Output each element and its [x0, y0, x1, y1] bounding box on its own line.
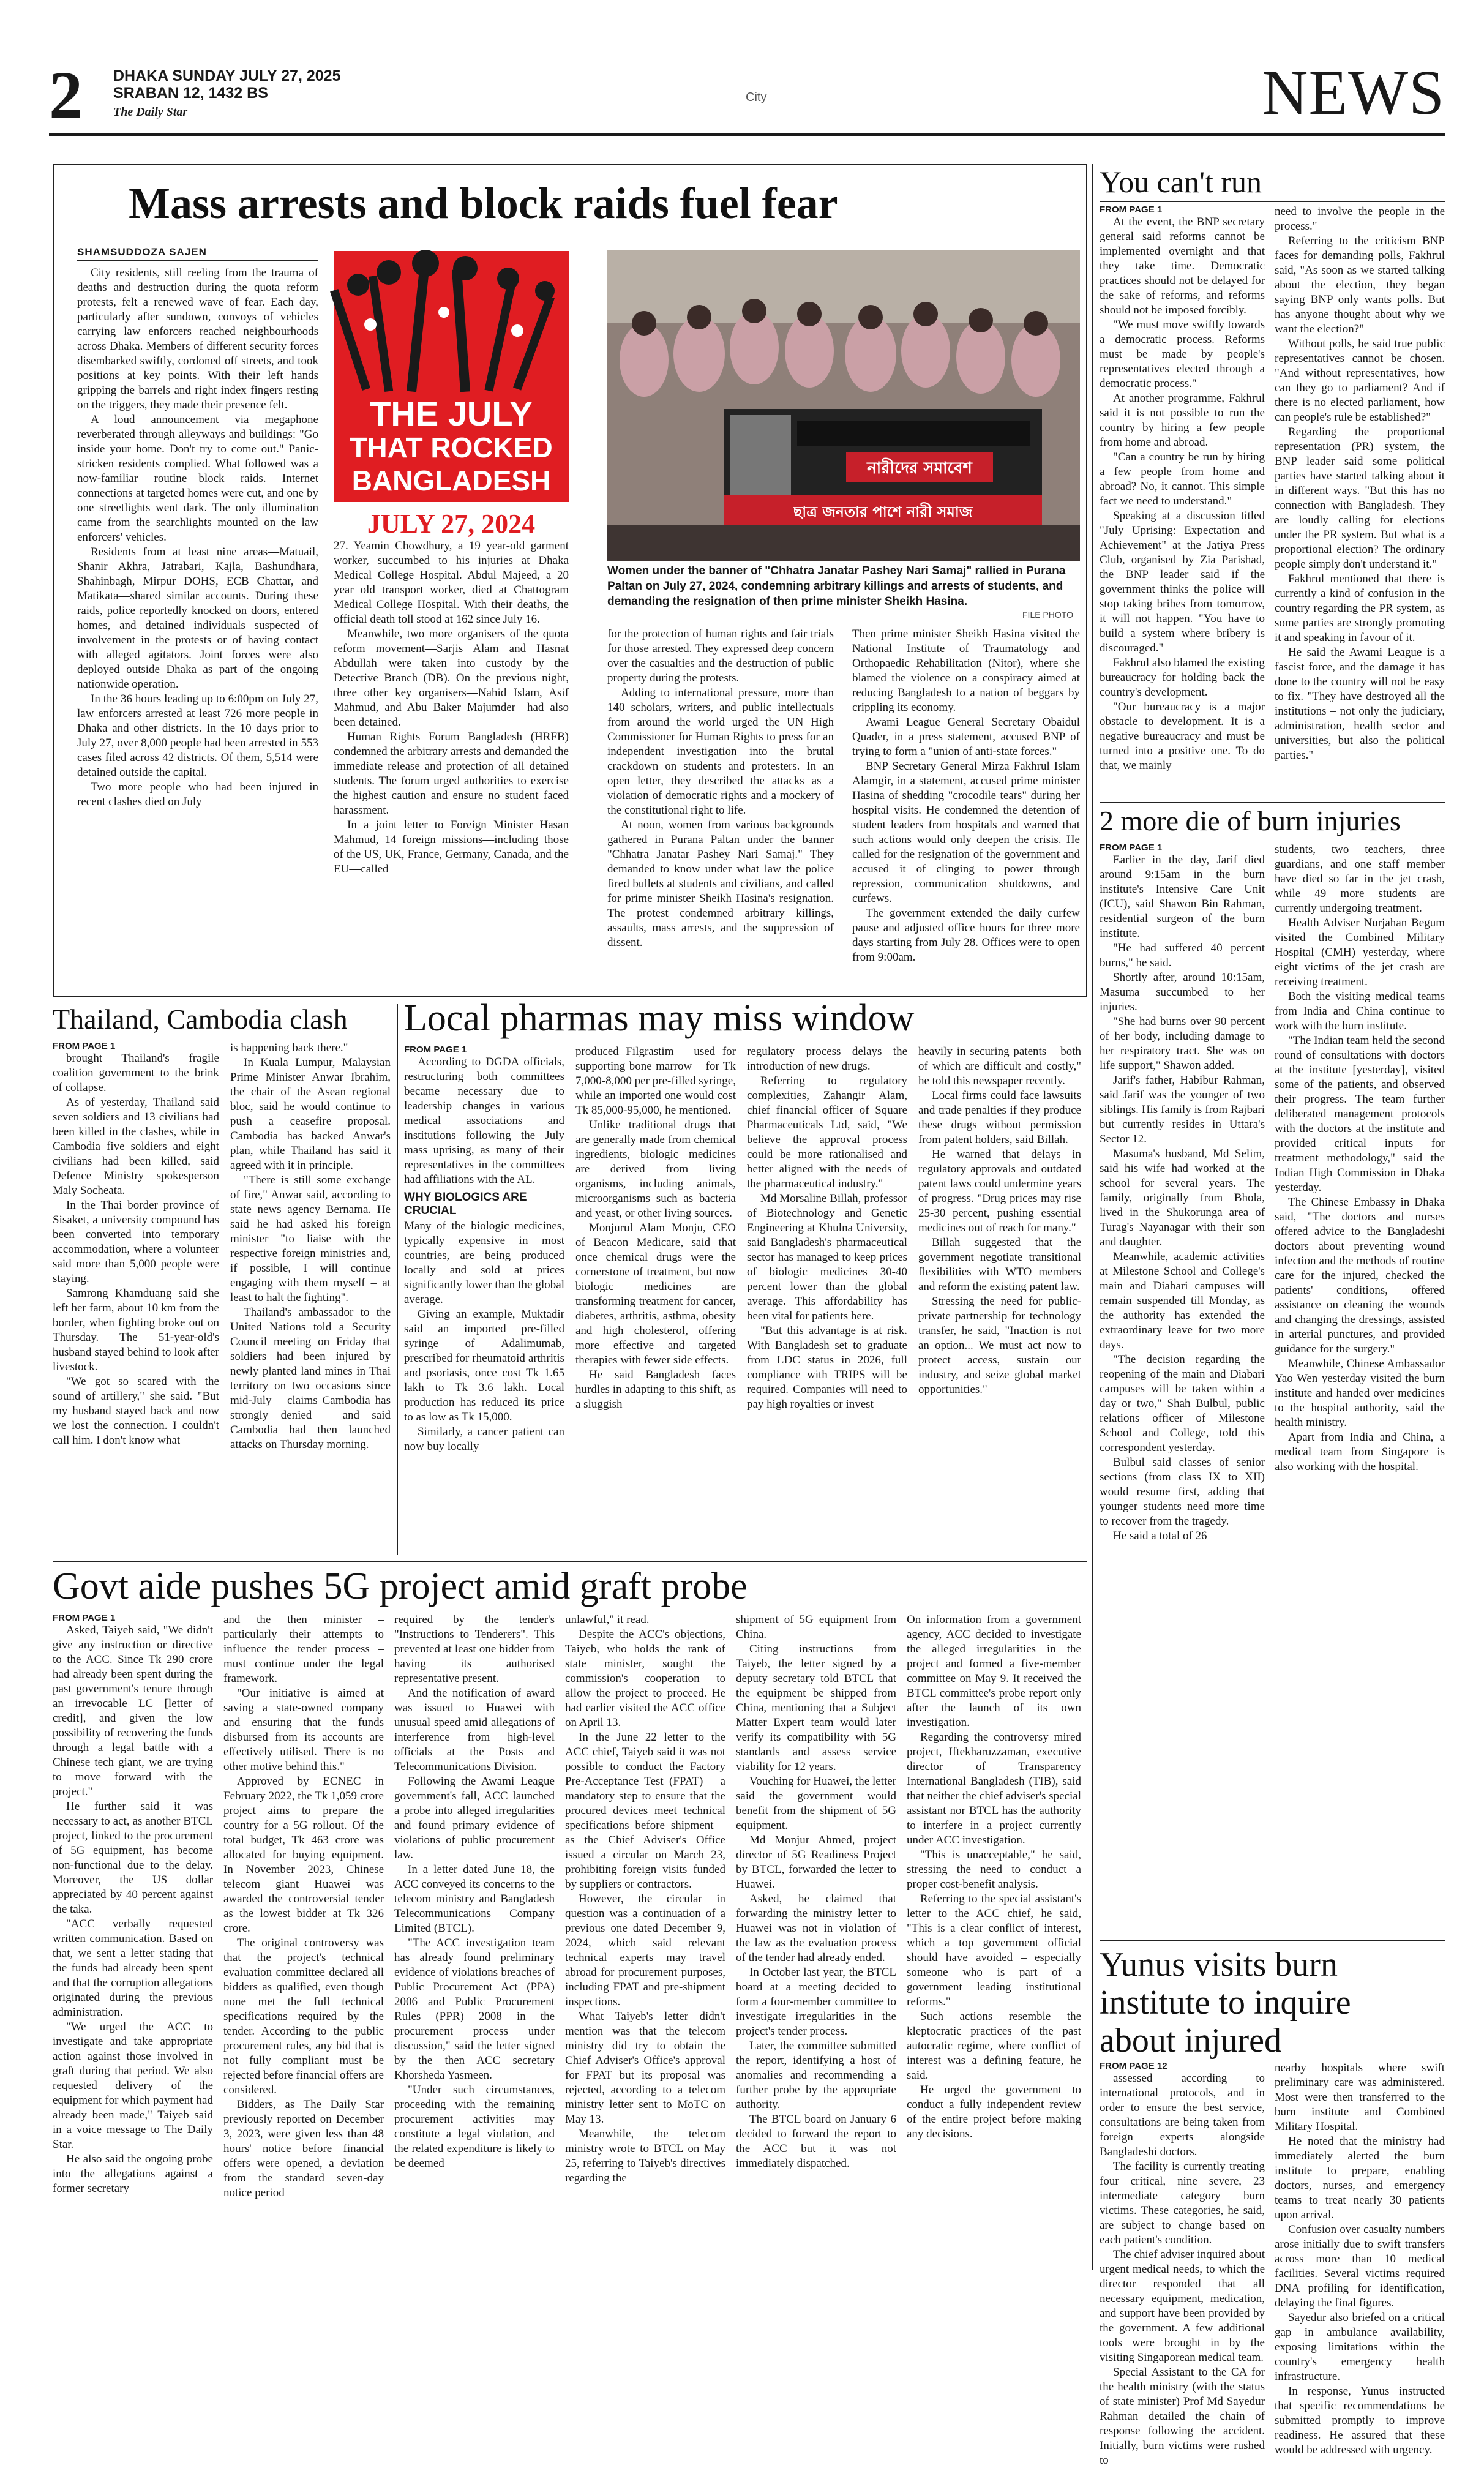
paragraph: Meanwhile, Chinese Ambassador Yao Wen yesterday visited the burn institute and handed over medicines to the hospital authority, said the health ministry.: [1275, 1357, 1445, 1429]
paragraph: Sayedur also briefed on a critical gap in ambulance availability, exposing limitations within the country's emergency health infrastructure.: [1275, 2311, 1445, 2383]
paragraph: "We got so scared with the sound of artillery," she said. "But my husband stayed back and now we lost the connection. I couldn't call him. I don't know what: [53, 1375, 219, 1447]
paragraph: Then prime minister Sheikh Hasina visited the National Institute of Traumatology and Orthopaedic Rehabilitation (Nitor), where she blamed the violence on a conspiracy aimed at reducing Bangladesh to a nation of beggars by crippling its economy.: [852, 628, 1080, 714]
paragraph: At noon, women from various backgrounds gathered in Purana Paltan under the banner "Chhatra Janatar Pashey Nari Samaj." They demanded to know under what law the police fired bullets at students and civilians, and called for prime minister Sheikh Hasina's resignation. The protest condemned arbitrary killings, assaults, mass arrests, and the suppression of dissent.: [607, 819, 834, 949]
cant-run-headline: You can't run: [1100, 165, 1262, 199]
cant-run-rule: [1100, 201, 1445, 202]
paragraph: Special Assistant to the CA for the health ministry (with the status of state minister) Prof Md Sayedur Rahman detailed the chain of response following the accident. Initially, burn victims were rushed to: [1100, 2366, 1265, 2467]
paragraph: "This is unacceptable," he said, stressing the need to conduct a proper cost-benefit analysis.: [907, 1848, 1081, 1891]
paragraph: Bidders, as The Daily Star previously reported on December 3, 2023, were given less than 48 hours' notice before financial offers were opened, a deviation from the standard seven-day notice period: [223, 2098, 384, 2199]
cant-run-column-2: [1275, 204, 1445, 795]
fiveg-column-1: [53, 1613, 213, 2266]
paragraph: Unlike traditional drugs that are generally made from chemical ingredients, biologic medicines are derived from living organisms, including animals, microorganisms such as bacteria and yeast, or other living sources.: [575, 1119, 736, 1220]
paragraph: Monjurul Alam Monju, CEO of Beacon Medicare, said that once chemical drugs were the cornerstone of treatment, but now biologic medicines are transforming treatment for cancer, diabetes, arthritis, asthma, obesity and high cholesterol, offering more effective and targeted therapies with fewer side effects.: [575, 1221, 736, 1367]
cant-run-text-1: [1100, 215, 1265, 790]
fiveg-column-4: [565, 1613, 725, 2268]
paragraph: At another programme, Fakhrul said it is not possible to run the country by hiring a few people from home and abroad.: [1100, 392, 1265, 449]
pharma-headline: Local pharmas may miss window: [404, 997, 915, 1039]
paragraph: A loud announcement via megaphone reverberated through alleyways and buildings: "Go inside your home. Don't try to come out." Panic-stricken residents complied. What followed was a now-familiar routine—block raids. Internet connections at targeted homes were cut, and one by one streetlights went dark. The only illumination came from the searchlights mounted on the law enforcers' vehicles.: [77, 413, 318, 544]
paragraph: shipment of 5G equipment from China.: [736, 1613, 896, 1641]
paragraph: "There is still some exchange of fire," Anwar said, according to state news agency Bernama. He said he had asked his foreign minister "to liaise with the respective foreign ministries and, if possible, I will continue engaging with them myself – at least to halt the fighting".: [230, 1174, 391, 1304]
pharma-column-1: [404, 1045, 564, 1550]
burn-column-1: [1100, 842, 1265, 1930]
dateline-bangla: SRABAN 12, 1432 BS: [113, 84, 268, 102]
paragraph: "But this advantage is at risk. With Bangladesh set to graduate from LDC status in 2026, full compliance with TRIPS will be required. Companies will need to pay high royalties or invest: [747, 1324, 907, 1411]
burn-column-2: [1275, 842, 1445, 1936]
paragraph: According to DGDA officials, restructuring both committees became necessary due to leadership changes in various medical associations and institutions following the July mass uprising, as many of their representatives in the committees had affiliations with the AL.: [404, 1056, 564, 1186]
paragraph: In Kuala Lumpur, Malaysian Prime Minister Anwar Ibrahim, the chair of the Asean regional bloc, said he would continue to push a ceasefire proposal. Cambodia has backed Anwar's plan, while Thailand has said it agreed with it in principle.: [230, 1056, 391, 1172]
paragraph: Meanwhile, the telecom ministry wrote to BTCL on May 25, referring to Taiyeb's directives regarding the: [565, 2128, 725, 2185]
banner-text-main: নারীদের সমাবেশ: [867, 459, 972, 478]
paragraph: unlawful," it read.: [565, 1613, 650, 1626]
lead-column-3: [607, 627, 834, 988]
paragraph: Asked, he claimed that forwarding the ministry letter to Huawei was not in violation of the law as the evaluation process of the tender had already ended.: [736, 1892, 896, 1964]
paragraph: regulatory process delays the introduction of new drugs.: [747, 1045, 907, 1073]
paragraph: Earlier in the day, Jarif died around 9:15am in the burn institute's Intensive Care Unit (ICU), said Shawon Bin Rahman, residential surgeon of the burn institute.: [1100, 853, 1265, 940]
thailand-column-2: [230, 1041, 391, 1555]
photo-credit: FILE PHOTO: [1022, 610, 1073, 620]
paragraph: 27. Yeamin Chowdhury, a 19 year-old garment worker, succumbed to his injuries at Dhaka Medical College Hospital. Abdul Majeed, a 20 year old transport worker, died at Chattogram Medical College Hospital. With their deaths, the official death toll stood at 162 since July 16.: [334, 539, 569, 626]
paragraph: Meanwhile, two more organisers of the quota reform movement—Sarjis Alam and Hasnat Abdullah—were taken into custody by the Detective Branch (DB). On the previous night, three other key organisers—Nahid Islam, Asif Mahmud, and Abu Baker Majumder—had also been detained.: [334, 628, 569, 729]
paragraph: Thailand's ambassador to the United Nations told a Security Council meeting on Friday that soldiers had been injured by newly planted land mines in Thai territory on two occasions since mid-July – claims Cambodia has strongly denied – and said Cambodia had then launched attacks on Thursday morning.: [230, 1306, 391, 1451]
paragraph: He warned that delays in regulatory approvals and outdated patent laws could undermine years of progress. "Drug prices may rise 25-30 percent, pushing essential medicines out of reach for many.": [918, 1148, 1081, 1234]
paragraph: "The Indian team held the second round of consultations with doctors at the institute [yesterday], visited some of the patients, and observed their progress. The team further deliberated management protocols with the doctors at the institute and provided critical inputs for treatment methodology," said the Indian High Commission in Dhaka yesterday.: [1275, 1034, 1445, 1194]
paragraph: Asked, Taiyeb said, "We didn't give any instruction or directive to the ACC. Since Tk 290 crore had already been spent during the past government's tenure through an irrevocable LC [letter of credit], and given the low possibility of recovering the funds through a legal battle with a Chinese tech giant, we are trying to move forward with the project.": [53, 1624, 213, 1798]
date-line: [113, 67, 340, 102]
paragraph: produced Filgrastim – used for supporting bone marrow – for Tk 7,000-8,000 per pre-filled syringe, while an imported one would cost Tk 85,000-95,000, he mentioned.: [575, 1045, 736, 1117]
lead-column-2: [334, 539, 569, 989]
paragraph: Fakhrul also blamed the existing bureaucracy for holding back the country's development.: [1100, 656, 1265, 699]
paragraph: In a letter dated June 18, the ACC conveyed its concerns to the telecom ministry and Bangladesh Telecommunications Company Limited (BTCL).: [394, 1863, 555, 1935]
yunus-column-2: [1275, 2061, 1445, 2456]
paragraph: He also said the ongoing probe into the allegations against a former secretary: [53, 2153, 213, 2195]
lead-column-4: [852, 627, 1080, 988]
paragraph: In the June 22 letter to the ACC chief, Taiyeb said it was not possible to conduct the Factory Pre-Acceptance Test (FPAT) – a mandatory step to ensure that the procured devices meet technical specifications before shipment – as the Chief Adviser's Office issued a circular on March 23, prohibiting foreign visits funded by suppliers or contractors.: [565, 1731, 725, 1891]
paragraph: At the event, the BNP secretary general said reforms cannot be implemented overnight and that they take time. Democratic practices should not be delayed for the sake of reforms, and reforms should not be imposed forcibly.: [1100, 216, 1265, 317]
paragraph: need to involve the people in the process.": [1275, 205, 1445, 233]
paragraph: Regarding the controversy mired project, Iftekharuzzaman, executive director of Transparency International Bangladesh (TIB), said that neither the chief adviser's special assistant nor BTCL has the authority to interfere in a project currently under ACC investigation.: [907, 1731, 1081, 1847]
paragraph: Referring to the criticism BNP faces for demanding polls, Fakhrul said, "As soon as we started talking about the election, they began saying BNP only wants polls. But has anyone thought about why we want the election?": [1275, 234, 1445, 336]
protest-illustration: [334, 251, 569, 392]
paragraph: In a joint letter to Foreign Minister Hasan Mahmud, 14 foreign missions—including those of the US, UK, France, Germany, Canada, and the EU—called: [334, 819, 569, 876]
yunus-headline: Yunus visits burn institute to inquire about injured: [1100, 1946, 1351, 2060]
paragraph: Md Morsaline Billah, professor of Biotechnology and Genetic Engineering at Khulna University, said Bangladesh's pharmaceutical sector has managed to keep prices of biologic medicines 30-40 percent lower than the global average. This affordability has been vital for patients here.: [747, 1192, 907, 1322]
paragraph: "We must move swiftly towards a democratic process. Reforms must be made by people's representatives elected through a democratic process.": [1100, 318, 1265, 390]
thailand-headline: Thailand, Cambodia clash: [53, 1003, 348, 1035]
paragraph: The original controversy was that the project's technical evaluation committee declared all bidders as qualified, even though none met the full technical specifications required by the tender. According to the public procurement rules, any bid that is not fully compliant must be rejected before financial offers are considered.: [223, 1937, 384, 2096]
paragraph: "She had burns over 90 percent of her body, including damage to her respiratory tract. She was on life support," Shawon added.: [1100, 1015, 1265, 1072]
paragraph: He said the Awami League is a fascist force, and the damage it has done to the country will not be easy to fix. "They have destroyed all the institutions – not only the judiciary, administration, health sector and universities, but also the political parties.": [1275, 646, 1445, 762]
paragraph: In October last year, the BTCL board at a meeting decided to form a four-member committee to investigate irregularities in the project's tender process.: [736, 1966, 896, 2038]
pharma-subhead: WHY BIOLOGICS ARE CRUCIAL: [404, 1191, 527, 1217]
pharma-column-4: [918, 1045, 1081, 1553]
section-title-news: NEWS: [1262, 58, 1445, 128]
yunus-column-1: [1100, 2061, 1265, 2467]
paragraph: Md Monjur Ahmed, project director of 5G Readiness Project by BTCL, forwarded the letter to Huawei.: [736, 1834, 896, 1891]
july-poster-graphic: [334, 251, 569, 502]
paragraph: "He had suffered 40 percent burns," he said.: [1100, 942, 1265, 969]
photo-caption: Women under the banner of "Chhatra Janatar Pashey Nari Samaj" rallied in Purana Paltan on July 27, 2024, condemning arbitrary killings and arrests of students, and demanding the resignation of then prime minister Sheikh Hasina.: [607, 564, 1066, 608]
fiveg-text-1: [53, 1623, 213, 2266]
paragraph: for the protection of human rights and fair trials for those arrested. They expressed deep concern over the casualties and the destruction of public property during the protests.: [607, 628, 834, 685]
masthead-rule: [49, 133, 1445, 136]
paragraph: "ACC verbally requested written communication. Based on that, we sent a letter stating that the funds had already been spent and that the corruption allegations originated during the previous administration.: [53, 1918, 213, 2019]
paragraph: Billah suggested that the government negotiate transitional flexibilities with WTO members and reform the existing patent law.: [918, 1236, 1081, 1293]
paragraph: He urged the government to conduct a fully independent review of the entire project before making any decisions.: [907, 2084, 1081, 2140]
paragraph: The BTCL board on January 6 decided to forward the report to the ACC but it was not immediately dispatched.: [736, 2113, 896, 2170]
paragraph: and the then minister – particularly their attempts to influence the tender process – must continue under the legal framework.: [223, 1613, 384, 1685]
pharma-column-2: [575, 1045, 736, 1553]
thailand-divider: [397, 1004, 398, 1555]
burn-text-1: [1100, 853, 1265, 1930]
pharma-text-1: [404, 1055, 564, 1187]
page-number: 2: [49, 58, 83, 132]
paragraph: nearby hospitals where swift preliminary care was administered. Most were then transferred to the burn institute and Combined Military Hospital.: [1275, 2061, 1445, 2133]
paragraph: Similarly, a cancer patient can now buy locally: [404, 1425, 564, 1453]
right-column-divider: [1092, 164, 1093, 2270]
paragraph: "We urged the ACC to investigate and take appropriate action against those involved in graft during that period. We also requested delivery of the equipment for which payment had already been made," Taiyeb said in a voice message to The Daily Star.: [53, 2020, 213, 2151]
poster-title-line-2: THAT ROCKED: [350, 432, 553, 463]
paragraph: Speaking at a discussion titled "July Uprising: Expectation and Achievement" at the Jatiya Press Club, organised by Zia Parishad, the BNP leader said if the government thinks the police will stop taking bribes from tomorrow, it will not happen. "You have to build a system where bribery is discouraged.": [1100, 509, 1265, 655]
paragraph: Despite the ACC's objections, Taiyeb, who holds the rank of state minister, sought the commission's cooperation to allow the project to proceed. He had earlier visited the ACC office on April 13.: [565, 1628, 725, 1729]
paragraph: Citing instructions from Taiyeb, the letter signed by a deputy secretary told BTCL that the equipment be shipped from China, mentioning that a Subject Matter Expert team would later verify its compatibility with 5G standards and assess service viability for 12 years.: [736, 1643, 896, 1773]
paragraph: BNP Secretary General Mirza Fakhrul Islam Alamgir, in a statement, accused prime minister Hasina of shedding "crocodile tears" during her hospital visits. He condemned the detention of student leaders from hospitals and warned that such actions would only deepen the crisis. He called for the resignation of the government and accused it of clinging to power through repression, communication shutdowns, and curfews.: [852, 760, 1080, 905]
paragraph: He further said it was necessary to act, as another BTCL project, linked to the procurement of 5G equipment, has become non-functional due to the delay. Moreover, the US dollar appreciated by 40 percent against the taka.: [53, 1800, 213, 1916]
paragraph: The Chinese Embassy in Dhaka said, "The doctors and nurses offered advice to the Bangladeshi doctors about preventing wound infection and the methods of routine care for the injured, checked the patients' conditions, offered assistance on cleaning the wounds and changing the dressings, assisted in arterial punctures, and provided guidance for the surgery.": [1275, 1196, 1445, 1356]
cant-run-column-1: [1100, 204, 1265, 790]
from-page-label: FROM PAGE 1: [53, 1613, 116, 1623]
paragraph: Fakhrul mentioned that there is currently a kind of confusion in the country regarding the PR system, as some parties are strongly promoting it and speaking in favour of it.: [1275, 572, 1445, 644]
paragraph: Both the visiting medical teams from India and China continue to work with the burn institute.: [1275, 990, 1445, 1032]
banner-text-bottom: ছাত্র জনতার পাশে নারী সমাজ: [793, 503, 973, 520]
paragraph: City residents, still reeling from the trauma of deaths and destruction during the quota reform protests, felt a renewed wave of fear. Each day, particularly after sundown, convoys of vehicles carrying law enforcers reached neighbourhoods across Dhaka. Members of different security forces disembarked swiftly, cordoned off streets, and took positions at key points. With their left hands gripping the barrels and right index fingers resting on the triggers, they made their presence felt.: [77, 266, 318, 411]
paragraph: "Under such circumstances, proceeding with the remaining procurement activities may constitute a legal violation, and the related expenditure is likely to be deemed: [394, 2084, 555, 2170]
paragraph: Shortly after, around 10:15am, Masuma succumbed to her injuries.: [1100, 971, 1265, 1013]
lead-byline: SHAMSUDDOZA SAJEN: [77, 246, 207, 258]
paragraph: Vouching for Huawei, the letter said the government would benefit from the shipment of 5G equipment.: [736, 1775, 896, 1832]
paragraph: In the Thai border province of Sisaket, a university compound has been converted into temporary accommodation, where a volunteer said more than 5,000 people were staying.: [53, 1199, 219, 1285]
paragraph: Later, the committee submitted the report, identifying a host of anomalies and recommending a further probe by the appropriate authority.: [736, 2039, 896, 2111]
paragraph: On information from a government agency, ACC decided to investigate the alleged irregularities in the project and formed a five-member committee on May 9. It received the BTCL committee's probe report only after the launch of its own investigation.: [907, 1613, 1081, 1729]
paragraph: Following the Awami League government's fall, ACC launched a probe into alleged irregularities and found primary evidence of violations of public procurement law.: [394, 1775, 555, 1861]
fiveg-column-5: [736, 1613, 896, 2268]
section-label-city: City: [746, 91, 767, 104]
paragraph: However, the circular in question was a continuation of a previous one dated December 9, 2024, which said relevant technical experts may travel abroad for procurement purposes, including FPAT and pre-shipment inspections.: [565, 1892, 725, 2008]
paragraph: The facility is currently treating four critical, nine severe, 23 intermediate category burn victims. These categories, he said, are subject to change based on each patient's condition.: [1100, 2160, 1265, 2246]
fiveg-column-2: [223, 1613, 384, 2268]
paragraph: Residents from at least nine areas—Matuail, Shanir Akhra, Jatrabari, Kajla, Bashundhara, Shahinbagh, Mirpur DOHS, ECB Chattar, and Matikata—shared similar accounts. During these raids, police reportedly knocked on doors, entered homes, and detained individuals suspected of involvement in the protests or of having contact with alleged agitators. Joint forces were also deployed outside Dhaka as part of the ongoing nationwide operation.: [77, 546, 318, 691]
paragraph: He noted that the ministry had immediately alerted the burn institute to prepare, enabling doctors, nurses, and emergency teams to treat nearly 30 patients upon arrival.: [1275, 2135, 1445, 2221]
paragraph: Jarif's father, Habibur Rahman, said Jarif was the younger of two siblings. His family is from Rajbari but currently resides in Uttara's Sector 12.: [1100, 1074, 1265, 1146]
paragraph: Confusion over casualty numbers arose initially due to swift transfers across more than 10 medical facilities. Several victims required DNA profiling for identification, delaying the final figures.: [1275, 2223, 1445, 2309]
paragraph: The government extended the daily curfew pause and adjusted office hours for three more days starting from July 28. Offices were to open from 9:00am.: [852, 907, 1080, 964]
paragraph: Referring to regulatory complexities, Zahangir Alam, chief financial officer of Square Pharmaceuticals Ltd, said, "We believe the approval process could be more rationalised and better aligned with the needs of the pharmaceutical industry.": [747, 1075, 907, 1190]
paragraph: Health Adviser Nurjahan Begum visited the Combined Military Hospital (CMH) yesterday, where eight victims of the jet crash are receiving treatment.: [1275, 917, 1445, 988]
paragraph: The chief adviser inquired about urgent medical needs, to which the director responded that all necessary equipment, medication, and support have been provided by the government. A few additional tools were brought in by the visiting Singaporean medical team.: [1100, 2248, 1265, 2364]
paragraph: And the notification of award was issued to Huawei with unusual speed amid allegations of interference from high-level officials at the Posts and Telecommunications Division.: [394, 1687, 555, 1773]
paragraph: Samrong Khamduang said she left her farm, about 10 km from the border, when fighting broke out on Thursday. The 51-year-old's husband stayed behind to look after livestock.: [53, 1287, 219, 1373]
paragraph: is happening back there.": [230, 1041, 348, 1054]
paragraph: "The ACC investigation team has already found preliminary evidence of violations breaches of Public Procurement Act (PPA) 2006 and Public Procurement Rules (PPR) 2008 in the procurement process under discussion," said the letter signed by the then ACC secretary Khorsheda Yasmeen.: [394, 1937, 555, 2082]
lead-column-1: [77, 266, 318, 988]
fiveg-headline: Govt aide pushes 5G project amid graft probe: [53, 1566, 748, 1607]
paragraph: Human Rights Forum Bangladesh (HRFB) condemned the arbitrary arrests and demanded the immediate release and protection of all detained students. The forum urged authorities to exercise the highest caution and ensure no student faced harassment.: [334, 730, 569, 817]
fiveg-column-6: [907, 1613, 1081, 2268]
paragraph: He said a total of 26: [1113, 1529, 1207, 1542]
paragraph: What Taiyeb's letter didn't mention was that the telecom ministry did try to obtain the Chief Adviser's Office's approval for FPAT but its proposal was rejected, according to a telecom ministry letter sent to MoTC on May 13.: [565, 2010, 725, 2126]
paragraph: As of yesterday, Thailand said seven soldiers and 13 civilians had been killed in the clashes, while in Cambodia five soldiers and eight civilians had been killed, said Defence Ministry spokesperson Maly Socheata.: [53, 1096, 219, 1197]
paragraph: Without polls, he said true public representatives cannot be chosen. "And without representatives, how can they go to parliament? And if there is no elected parliament, how can people's rule be established?": [1275, 337, 1445, 424]
byline-rule: [77, 260, 318, 261]
from-page-label: FROM PAGE 1: [53, 1041, 116, 1051]
publication-name: The Daily Star: [113, 105, 188, 119]
paragraph: Adding to international pressure, more than 140 scholars, writers, and public intellectuals from around the world urged the UN High Commissioner for Human Rights to press for an independent investigation into the brutal crackdown on students and protesters. In an open letter, they described the attacks as a violation of democratic rights and a mockery of the constitutional right to life.: [607, 686, 834, 817]
rally-photo: [607, 250, 1080, 561]
paragraph: Giving an example, Muktadir said an imported pre-filled syringe of Adalimumab, prescribed for rheumatoid arthritis and psoriasis, once cost Tk 1.65 lakh to Tk 3.6 lakh. Local production has reduced its price to as low as Tk 15,000.: [404, 1308, 564, 1423]
paragraph: "Can a country be run by hiring a few people from home and abroad? No, it cannot. This simple fact we need to understand.": [1100, 451, 1265, 508]
paragraph: Regarding the proportional representation (PR) system, the BNP leader said some political parties have started talking about it in different ways. "But this has no connection with Bangladesh. They are loudly calling for elections under the PR system. But what is a proportional election? The ordinary people simply don't understand it.": [1275, 426, 1445, 571]
paragraph: Approved by ECNEC in February 2022, the Tk 1,059 crore project aims to prepare the country for a 5G rollout. Of the total budget, Tk 463 crore was allocated for buying equipment. In November 2023, Chinese telecom giant Huawei was awarded the controversial tender as the lowest bidder at Tk 326 crore.: [223, 1775, 384, 1935]
pharma-column-3: [747, 1045, 907, 1553]
paragraph: required by the tender's "Instructions to Tenderers". This prevented at least one bidder from having its authorised representative present.: [394, 1613, 555, 1685]
from-page-label: FROM PAGE 12: [1100, 2061, 1167, 2071]
poster-title-line-1: THE JULY: [370, 394, 533, 433]
paragraph: students, two teachers, three guardians, and one staff member have died so far in the jet crash, while 49 more students are currently undergoing treatment.: [1275, 843, 1445, 915]
paragraph: Stressing the need for public-private partnership for technology transfer, he said, "Inaction is not an option... We must act now to protect access, sustain our industry, and seize global market opportunities.": [918, 1295, 1081, 1396]
paragraph: assessed according to international protocols, and in order to ensure the best service, consultations are being taken from foreign experts alongside Bangladeshi doctors.: [1100, 2072, 1265, 2158]
fiveg-column-3: [394, 1613, 555, 2268]
paragraph: brought Thailand's fragile coalition government to the brink of collapse.: [53, 1052, 219, 1094]
yunus-top-rule: [1100, 1940, 1445, 1941]
from-page-label: FROM PAGE 1: [1100, 842, 1163, 853]
paragraph: Two more people who had been injured in recent clashes died on July: [77, 781, 318, 808]
lead-headline: Mass arrests and block raids fuel fear: [129, 179, 838, 228]
paragraph: Local firms could face lawsuits and trade penalties if they produce these drugs without permission from patent holders, said Billah.: [918, 1089, 1081, 1146]
poster-title-line-3: BANGLADESH: [351, 465, 551, 497]
paragraph: Referring to the special assistant's letter to the ACC chief, he said, "This is a clear conflict of interest, which a top government official should have avoided – especially someone who is part of a government leading institutional reforms.": [907, 1892, 1081, 2008]
paragraph: In the 36 hours leading up to 6:00pm on July 27, law enforcers arrested at least 726 more people in Dhaka and other districts. In the 10 days prior to July 27, over 8,000 people had been arrested in 553 cases filed across 42 districts. Of them, 5,514 were detained outside the capital.: [77, 692, 318, 779]
paragraph: Apart from India and China, a medical team from Singapore is also working with the hospital.: [1275, 1431, 1445, 1473]
paragraph: Such actions resemble the kleptocratic practices of the past autocratic regime, where conflict of interest was a defining feature, he said.: [907, 2010, 1081, 2082]
paragraph: "Our initiative is aimed at saving a state-owned company and ensuring that the funds disbursed from its accounts are effectively utilised. There is no other motive behind this.": [223, 1687, 384, 1773]
yunus-text-1: [1100, 2071, 1265, 2467]
from-page-label: FROM PAGE 1: [1100, 204, 1163, 215]
paragraph: Many of the biologic medicines, typically expensive in most countries, are being produced locally and sold at prices significantly lower than the global average.: [404, 1220, 564, 1306]
poster-date: JULY 27, 2024: [367, 509, 536, 539]
from-page-label: FROM PAGE 1: [404, 1045, 467, 1055]
paragraph: He said Bangladesh faces hurdles in adapting to this shift, as a sluggish: [575, 1368, 736, 1411]
paragraph: In response, Yunus instructed that specific recommendations be submitted promptly to improve readiness. He assured that these would be addressed with urgency.: [1275, 2385, 1445, 2456]
pharma-text-1b: [404, 1219, 564, 1550]
paragraph: Meanwhile, academic activities at Milestone School and College's main and Diabari campuses will remain suspended till Monday, as the authority has extended the extraordinary leave for two more days.: [1100, 1250, 1265, 1351]
burn-top-rule: [1100, 802, 1445, 803]
fiveg-top-rule: [53, 1561, 1087, 1562]
burn-headline: 2 more die of burn injuries: [1100, 805, 1401, 836]
thailand-text-1: [53, 1051, 219, 1553]
thailand-column-1: [53, 1041, 219, 1553]
paragraph: Masuma's husband, Md Selim, said his wife had worked at the school for several years. The family, originally from Bhola, lived in the Shukorunga area of Turag's Nayanagar with their son and daughter.: [1100, 1147, 1265, 1248]
paragraph: heavily in securing patents – both of which are difficult and costly," he told this newspaper recently.: [918, 1045, 1081, 1087]
paragraph: "The decision regarding the reopening of the main and Diabari campuses will be taken within a day or two," Shah Bulbul, public relations officer of Milestone School and College, told this correspondent yesterday.: [1100, 1353, 1265, 1454]
paragraph: Awami League General Secretary Obaidul Quader, in a press statement, accused BNP of trying to form a "union of anti-state forces.": [852, 716, 1080, 758]
paragraph: Bulbul said classes of senior sections (from class IX to XII) would resume first, adding that younger students need more time to recover from the tragedy.: [1100, 1456, 1265, 1528]
dateline-english: DHAKA SUNDAY JULY 27, 2025: [113, 67, 341, 84]
paragraph: "Our bureaucracy is a major obstacle to development. It is a negative bureaucracy and must be turned into a positive one. To do that, we mainly: [1100, 700, 1265, 772]
